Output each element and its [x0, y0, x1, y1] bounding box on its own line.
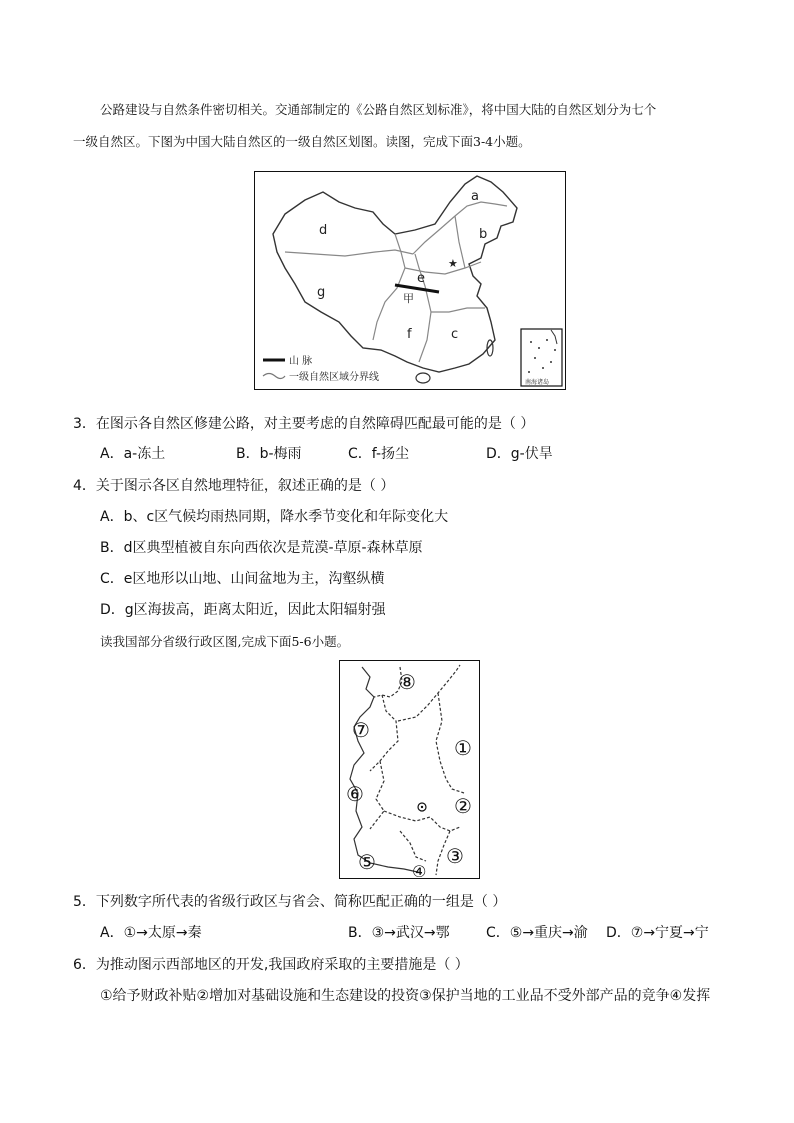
region-label-d: d	[319, 223, 328, 238]
q4-option-a: A．b、c区气候均雨热同期，降水季节变化和年际变化大	[100, 509, 449, 525]
region-label-g: g	[317, 285, 326, 300]
q5-option-a: A．①→太原→秦	[100, 925, 202, 941]
star-icon: ★	[448, 257, 458, 270]
province-5: ⑤	[358, 850, 376, 874]
intro-2: 读我国部分省级行政区图,完成下面5-6小题。	[100, 634, 350, 649]
legend-boundary-label: 一级自然区域分界线	[289, 372, 379, 383]
intro-line-2: 一级自然区。下图为中国大陆自然区的一级自然区划图。读图，完成下面3-4小题。	[73, 134, 531, 149]
legend-mountain-label: 山 脉	[289, 356, 313, 367]
mountain-label-jia: 甲	[403, 292, 414, 305]
q3-option-c: C．f-扬尘	[348, 446, 409, 462]
q4-option-c: C．e区地形以山地、山间盆地为主，沟壑纵横	[100, 571, 385, 587]
region-label-c: c	[451, 327, 459, 342]
province-6: ⑥	[346, 782, 364, 806]
intro-line-1: 公路建设与自然条件密切相关。交通部制定的《公路自然区划标准》，将中国大陆的自然区划分为七个	[100, 102, 657, 117]
question-6-stem: 6．为推动图示西部地区的开发,我国政府采取的主要措施是（ ）	[73, 957, 469, 973]
region-label-a: a	[471, 189, 479, 204]
province-map	[339, 660, 480, 879]
q4-option-b: B．d区典型植被自东向西依次是荒漠-草原-森林草原	[100, 540, 423, 556]
q5-option-c: C．⑤→重庆→渝	[486, 925, 588, 941]
china-natural-region-map	[254, 171, 566, 390]
question-5-stem: 5．下列数字所代表的省级行政区与省会、简称匹配正确的一组是（ ）	[73, 894, 507, 910]
inset-label: 南海诸岛	[525, 379, 550, 386]
province-7: ⑦	[352, 718, 370, 742]
region-label-f: f	[407, 327, 412, 342]
region-label-e: e	[417, 271, 425, 286]
province-4: ④	[412, 862, 427, 877]
region-label-b: b	[479, 227, 488, 242]
question-4-stem: 4．关于图示各区自然地理特征，叙述正确的是（ ）	[73, 478, 395, 494]
q3-option-a: A．a-冻土	[100, 446, 166, 462]
q5-option-b: B．③→武汉→鄂	[348, 925, 450, 941]
province-2: ②	[454, 794, 472, 818]
q3-option-b: B．b-梅雨	[236, 446, 302, 462]
q3-option-d: D．g-伏旱	[486, 446, 553, 462]
q4-option-d: D．g区海拔高，距离太阳近，因此太阳辐射强	[100, 602, 386, 618]
q5-option-d: D．⑦→宁夏→宁	[606, 925, 709, 941]
province-1: ①	[454, 736, 472, 760]
province-8: ⑧	[398, 670, 416, 694]
question-3-stem: 3．在图示各自然区修建公路，对主要考虑的自然障碍匹配最可能的是（ ）	[73, 416, 535, 432]
q6-choices-line: ①给予财政补贴②增加对基础设施和生态建设的投资③保护当地的工业品不受外部产品的竞争④发挥	[100, 988, 711, 1004]
province-3: ③	[446, 844, 464, 868]
